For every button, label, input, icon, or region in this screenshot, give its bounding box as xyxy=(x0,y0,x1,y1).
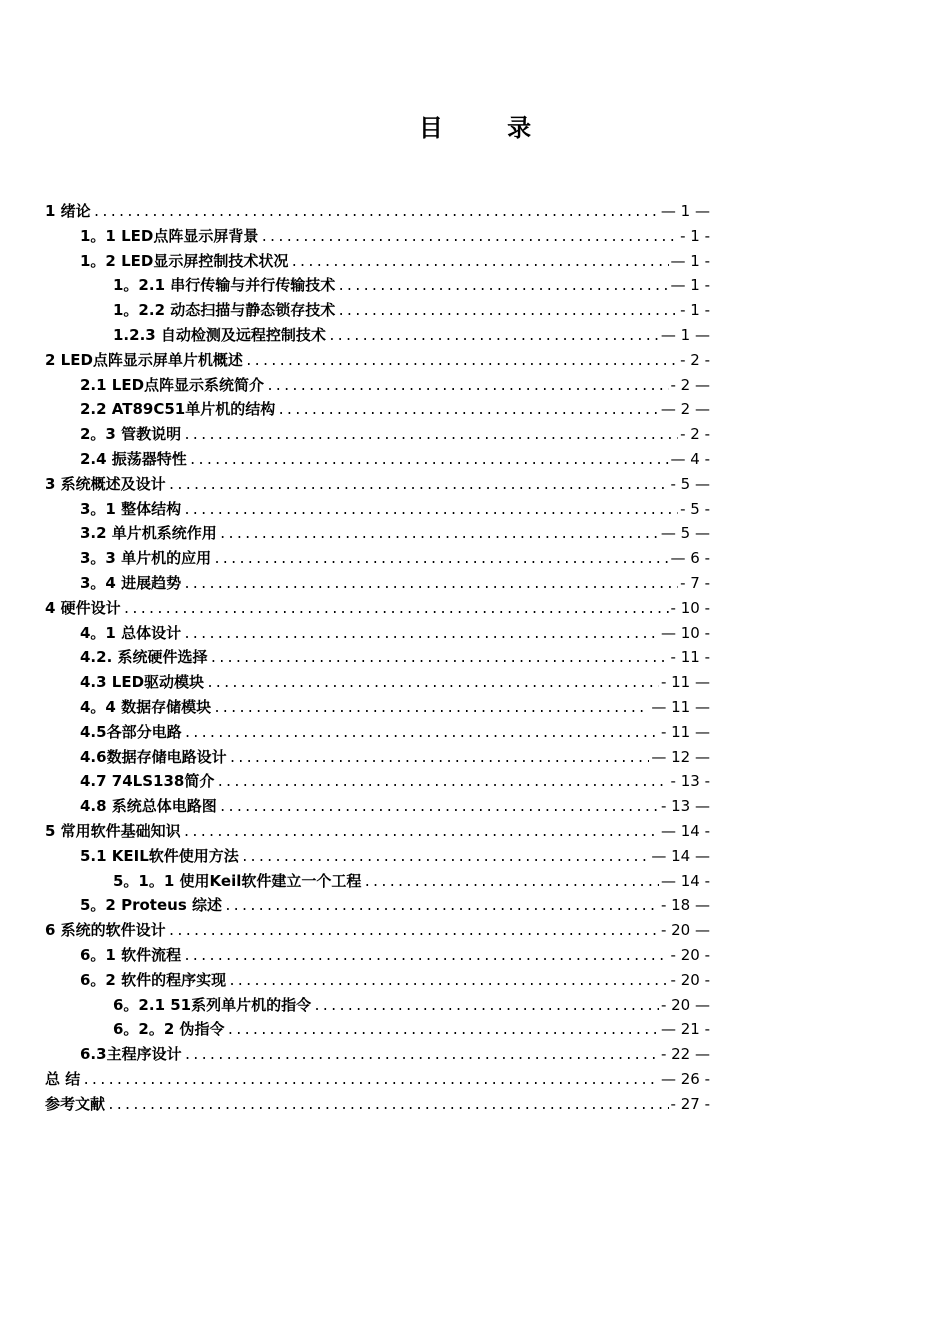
toc-entry[interactable] xyxy=(45,894,710,919)
toc-entry-page: - 7 - xyxy=(680,573,710,592)
toc-entry-title: 1.2.3 自动检测及远程控制技术 xyxy=(113,325,326,344)
toc-entry[interactable] xyxy=(45,547,710,572)
toc-entry[interactable] xyxy=(45,994,710,1019)
toc-entry[interactable] xyxy=(45,200,710,225)
toc-dot-leader xyxy=(290,255,668,270)
toc-entry[interactable] xyxy=(45,349,710,374)
toc-entry[interactable] xyxy=(45,597,710,622)
toc-entry[interactable] xyxy=(45,622,710,647)
toc-entry[interactable] xyxy=(45,721,710,746)
toc-entry-title: 2.1 LED点阵显示系统简介 xyxy=(80,375,265,394)
toc-entry-page: — 1 — xyxy=(660,325,710,344)
toc-dot-leader xyxy=(206,676,659,691)
toc-entry-page: - 11 - xyxy=(670,648,710,667)
toc-entry-page: - 13 - xyxy=(670,772,710,791)
toc-entry[interactable] xyxy=(45,374,710,399)
toc-entry-title: 4 硬件设计 xyxy=(45,598,121,617)
toc-entry-title: 4.5各部分电路 xyxy=(80,722,182,741)
toc-dot-leader xyxy=(183,428,678,443)
toc-entry-title: 6.3主程序设计 xyxy=(80,1045,182,1064)
toc-entry-page: — 21 - xyxy=(660,1020,710,1039)
toc-entry-title: 4.6数据存储电路设计 xyxy=(80,747,227,766)
toc-entry-title: 4.3 LED驱动模块 xyxy=(80,673,205,692)
toc-entry[interactable] xyxy=(45,671,710,696)
toc-dot-leader xyxy=(123,602,669,617)
toc-entry-title: 1。2.1 串行传输与并行传输技术 xyxy=(113,276,336,295)
toc-entry[interactable] xyxy=(45,572,710,597)
toc-entry[interactable] xyxy=(45,969,710,994)
toc-dot-leader xyxy=(168,924,659,939)
toc-entry[interactable] xyxy=(45,274,710,299)
toc-entry-page: - 5 — xyxy=(670,474,710,493)
toc-entry-page: — 11 — xyxy=(651,697,710,716)
toc-entry-page: - 13 — xyxy=(660,797,710,816)
toc-entry-page: - 18 — xyxy=(660,896,710,915)
toc-entry[interactable] xyxy=(45,324,710,349)
toc-entry-page: - 11 — xyxy=(660,722,710,741)
toc-dot-leader xyxy=(227,1023,659,1038)
toc-entry[interactable] xyxy=(45,696,710,721)
toc-entry-title: 6。2.1 51系列单片机的指令 xyxy=(113,995,312,1014)
toc-entry-page: - 11 — xyxy=(660,673,710,692)
toc-entry[interactable] xyxy=(45,299,710,324)
toc-entry-page: — 2 — xyxy=(660,400,710,419)
toc-entry-title: 5。1。1 使用Keil软件建立一个工程 xyxy=(113,871,362,890)
toc-entry-page: - 20 — xyxy=(660,921,710,940)
toc-entry[interactable] xyxy=(45,746,710,771)
toc-entry[interactable] xyxy=(45,646,710,671)
toc-entry-page: - 20 — xyxy=(660,995,710,1014)
toc-entry[interactable] xyxy=(45,398,710,423)
toc-entry-title: 1。2.2 动态扫描与静态锁存技术 xyxy=(113,301,336,320)
toc-dot-leader xyxy=(229,751,650,766)
toc-entry-title: 3.2 单片机系统作用 xyxy=(80,524,217,543)
toc-entry-title: 4.8 系统总体电路图 xyxy=(80,797,217,816)
toc-entry[interactable] xyxy=(45,423,710,448)
toc-entry-page: — 1 - xyxy=(670,276,710,295)
toc-entry-title: 2.2 AT89C51单片机的结构 xyxy=(80,400,276,419)
toc-dot-leader xyxy=(183,503,678,518)
toc-entry-page: — 14 - xyxy=(660,871,710,890)
toc-dot-leader xyxy=(183,577,678,592)
toc-entry-page: — 5 — xyxy=(660,524,710,543)
toc-entry-page: - 1 - xyxy=(680,301,710,320)
toc-dot-leader xyxy=(224,899,659,914)
toc-entry[interactable] xyxy=(45,1018,710,1043)
toc-entry-title: 6。2 软件的程序实现 xyxy=(80,970,227,989)
toc-entry-page: - 22 — xyxy=(660,1045,710,1064)
toc-dot-leader xyxy=(168,478,669,493)
toc-entry-title: 4。1 总体设计 xyxy=(80,623,182,642)
toc-entry[interactable] xyxy=(45,250,710,275)
toc-entry-page: — 14 - xyxy=(660,821,710,840)
toc-entry[interactable] xyxy=(45,1093,710,1118)
toc-entry[interactable] xyxy=(45,870,710,895)
toc-entry-title: 3 系统概述及设计 xyxy=(45,474,166,493)
toc-dot-leader xyxy=(183,949,668,964)
toc-entry-title: 3。4 进展趋势 xyxy=(80,573,182,592)
toc-entry-title: 5.1 KEIL软件使用方法 xyxy=(80,846,239,865)
toc-dot-leader xyxy=(210,651,669,666)
toc-entry-title: 2 LED点阵显示屏单片机概述 xyxy=(45,350,243,369)
toc-dot-leader xyxy=(216,775,668,790)
toc-dot-leader xyxy=(260,230,678,245)
toc-entry[interactable] xyxy=(45,1043,710,1068)
toc-entry-title: 2.4 振荡器特性 xyxy=(80,449,187,468)
toc-entry-page: - 2 — xyxy=(670,375,710,394)
toc-entry-page: — 1 — xyxy=(660,202,710,220)
toc-entry-title: 1 绪论 xyxy=(45,202,91,220)
toc-dot-leader xyxy=(219,800,659,815)
toc-entry-page: - 1 - xyxy=(680,226,710,245)
toc-dot-leader xyxy=(183,627,659,642)
toc-entry-title: 参考文献 xyxy=(45,1094,106,1113)
toc-dot-leader xyxy=(189,453,669,468)
toc-entry[interactable] xyxy=(45,473,710,498)
toc-dot-leader xyxy=(337,304,678,319)
toc-dot-leader xyxy=(213,701,649,716)
toc-entry[interactable] xyxy=(45,522,710,547)
toc-dot-leader xyxy=(245,354,678,369)
toc-dot-leader xyxy=(241,850,650,865)
toc-dot-leader xyxy=(277,403,659,418)
toc-entry[interactable] xyxy=(45,225,710,250)
toc-entry[interactable] xyxy=(45,820,710,845)
toc-entry[interactable] xyxy=(45,770,710,795)
toc-entry-title: 6 系统的软件设计 xyxy=(45,921,166,940)
toc-entry-page: - 2 - xyxy=(680,350,710,369)
toc-dot-leader xyxy=(337,279,668,294)
toc-entry-page: — 10 - xyxy=(660,623,710,642)
toc-entry-title: 6。2。2 伪指令 xyxy=(113,1020,225,1039)
toc-entry-page: - 10 - xyxy=(670,598,710,617)
toc-entry[interactable] xyxy=(45,448,710,473)
toc-entry[interactable] xyxy=(45,1068,710,1093)
toc-entry-title: 6。1 软件流程 xyxy=(80,945,182,964)
table-of-contents xyxy=(45,200,710,1117)
toc-entry-title: 4。4 数据存储模块 xyxy=(80,697,212,716)
toc-entry-title: 5。2 Proteus 综述 xyxy=(80,896,222,915)
toc-dot-leader xyxy=(107,1098,669,1113)
toc-entry-title: 2。3 管教说明 xyxy=(80,425,182,444)
toc-dot-leader xyxy=(266,379,668,394)
toc-dot-leader xyxy=(183,825,659,840)
toc-dot-leader xyxy=(184,1048,659,1063)
toc-entry-title: 1。2 LED显示屏控制技术状况 xyxy=(80,251,289,270)
toc-dot-leader xyxy=(363,875,659,890)
toc-entry-page: - 20 - xyxy=(670,945,710,964)
toc-entry-title: 3。1 整体结构 xyxy=(80,499,182,518)
toc-entry[interactable] xyxy=(45,845,710,870)
toc-entry-title: 4.7 74LS138简介 xyxy=(80,772,215,791)
toc-entry[interactable] xyxy=(45,919,710,944)
toc-dot-leader xyxy=(213,552,668,567)
toc-dot-leader xyxy=(228,974,668,989)
toc-dot-leader xyxy=(184,726,659,741)
toc-entry-page: - 2 - xyxy=(680,425,710,444)
toc-entry[interactable] xyxy=(45,944,710,969)
toc-entry-page: - 5 - xyxy=(680,499,710,518)
toc-entry-page: — 4 - xyxy=(670,449,710,468)
toc-entry-page: — 14 — xyxy=(651,846,710,865)
toc-dot-leader xyxy=(93,205,659,220)
toc-dot-leader xyxy=(328,329,659,344)
toc-entry-title: 1。1 LED点阵显示屏背景 xyxy=(80,226,259,245)
toc-entry-page: - 20 - xyxy=(670,970,710,989)
toc-entry-page: - 27 - xyxy=(670,1094,710,1113)
toc-dot-leader xyxy=(82,1073,659,1088)
toc-entry[interactable] xyxy=(45,795,710,820)
toc-entry-title: 3。3 单片机的应用 xyxy=(80,549,212,568)
toc-entry-title: 4.2. 系统硬件选择 xyxy=(80,648,208,667)
toc-entry-page: — 1 - xyxy=(670,251,710,270)
toc-entry-page: — 26 - xyxy=(660,1069,710,1088)
toc-entry-title: 5 常用软件基础知识 xyxy=(45,821,181,840)
toc-entry-title: 总 结 xyxy=(45,1069,81,1088)
toc-title: 目 录 xyxy=(418,114,560,142)
toc-entry[interactable] xyxy=(45,498,710,523)
toc-entry-page: — 6 - xyxy=(670,549,710,568)
toc-dot-leader xyxy=(313,999,659,1014)
toc-dot-leader xyxy=(219,527,659,542)
toc-entry-page: — 12 — xyxy=(651,747,710,766)
